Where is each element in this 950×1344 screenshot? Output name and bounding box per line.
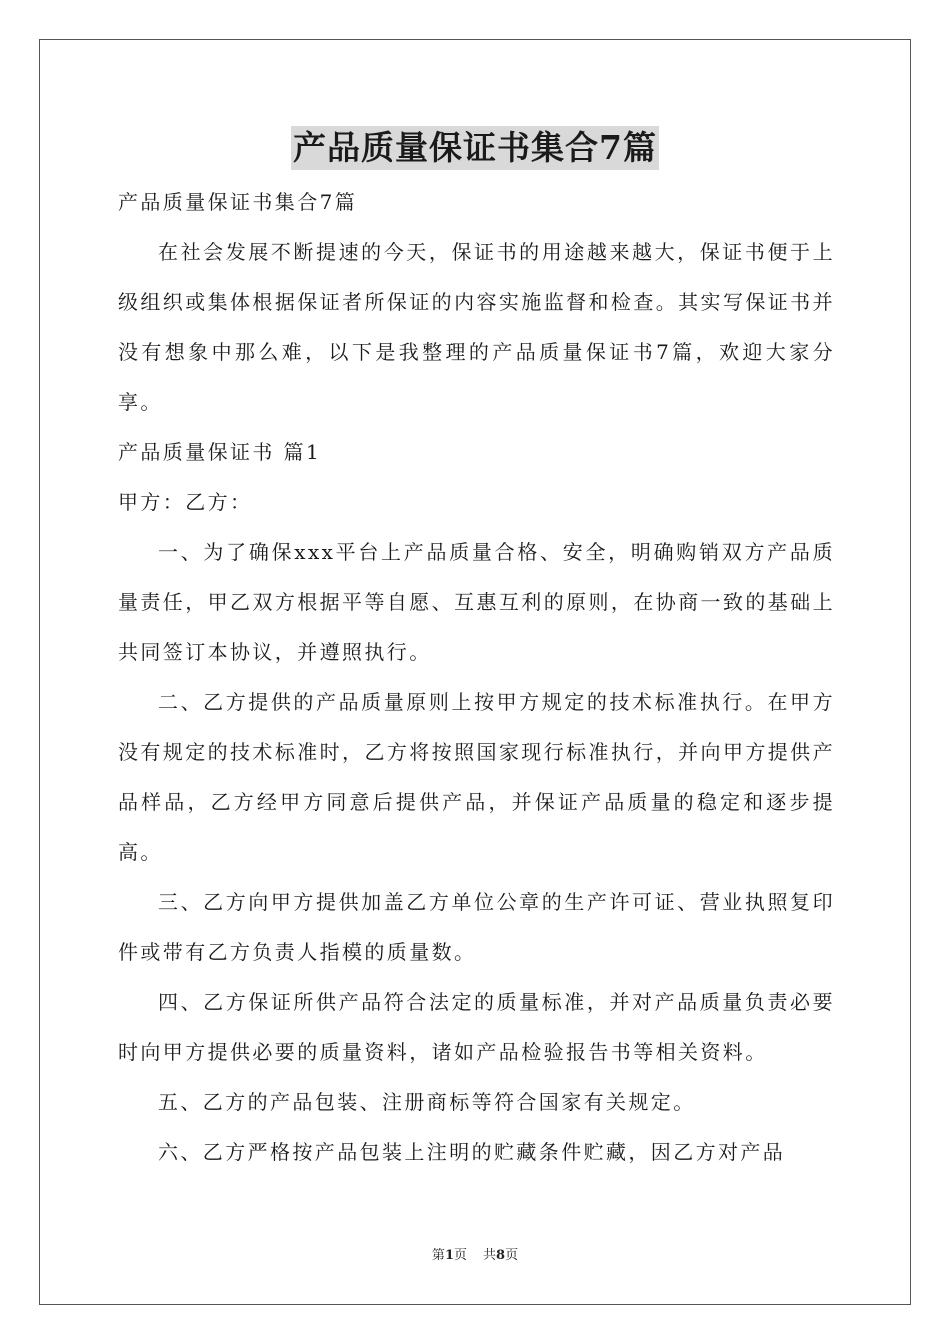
paragraph: 六、乙方严格按产品包装上注明的贮藏条件贮藏，因乙方对产品 — [158, 1140, 786, 1164]
document-body — [118, 177, 835, 1177]
section-heading: 产品质量保证书 篇1 — [118, 440, 322, 464]
paragraph: 四、乙方保证所供产品符合法定的质量标准，并对产品质量负责必要时向甲方提供必要的质量资料，诸如产品检验报告书等相关资料。 — [118, 990, 835, 1064]
paragraph: 二、乙方提供的产品质量原则上按甲方规定的技术标准执行。在甲方没有规定的技术标准时，乙方将按照国家现行标准执行，并向甲方提供产品样品，乙方经甲方同意后提供产品，并保证产品质量的稳定和逐步提高。 — [118, 690, 835, 864]
total-prefix: 共 — [483, 1248, 497, 1263]
page-number: 1 — [444, 1248, 454, 1263]
paragraph: 产品质量保证书集合7篇 — [118, 190, 358, 214]
paragraph: 甲方：乙方： — [118, 490, 253, 514]
page-prefix: 第 — [431, 1248, 445, 1263]
total-pages: 8 — [496, 1248, 506, 1263]
document-title: 产品质量保证书集合7篇 — [291, 126, 659, 170]
total-suffix: 页 — [505, 1248, 519, 1263]
page-footer — [0, 1246, 950, 1266]
paragraph: 五、乙方的产品包装、注册商标等符合国家有关规定。 — [158, 1090, 696, 1114]
title-container — [0, 126, 950, 170]
paragraph: 三、乙方向甲方提供加盖乙方单位公章的生产许可证、营业执照复印件或带有乙方负责人指模的质量数。 — [118, 890, 835, 964]
page-suffix: 页 — [453, 1248, 467, 1263]
paragraph: 在社会发展不断提速的今天，保证书的用途越来越大，保证书便于上级组织或集体根据保证者所保证的内容实施监督和检查。其实写保证书并没有想象中那么难，以下是我整理的产品质量保证书7篇，欢迎大家分享。 — [118, 240, 835, 414]
paragraph: 一、为了确保xxx平台上产品质量合格、安全，明确购销双方产品质量责任，甲乙双方根据平等自愿、互惠互利的原则，在协商一致的基础上共同签订本协议，并遵照执行。 — [118, 540, 835, 664]
